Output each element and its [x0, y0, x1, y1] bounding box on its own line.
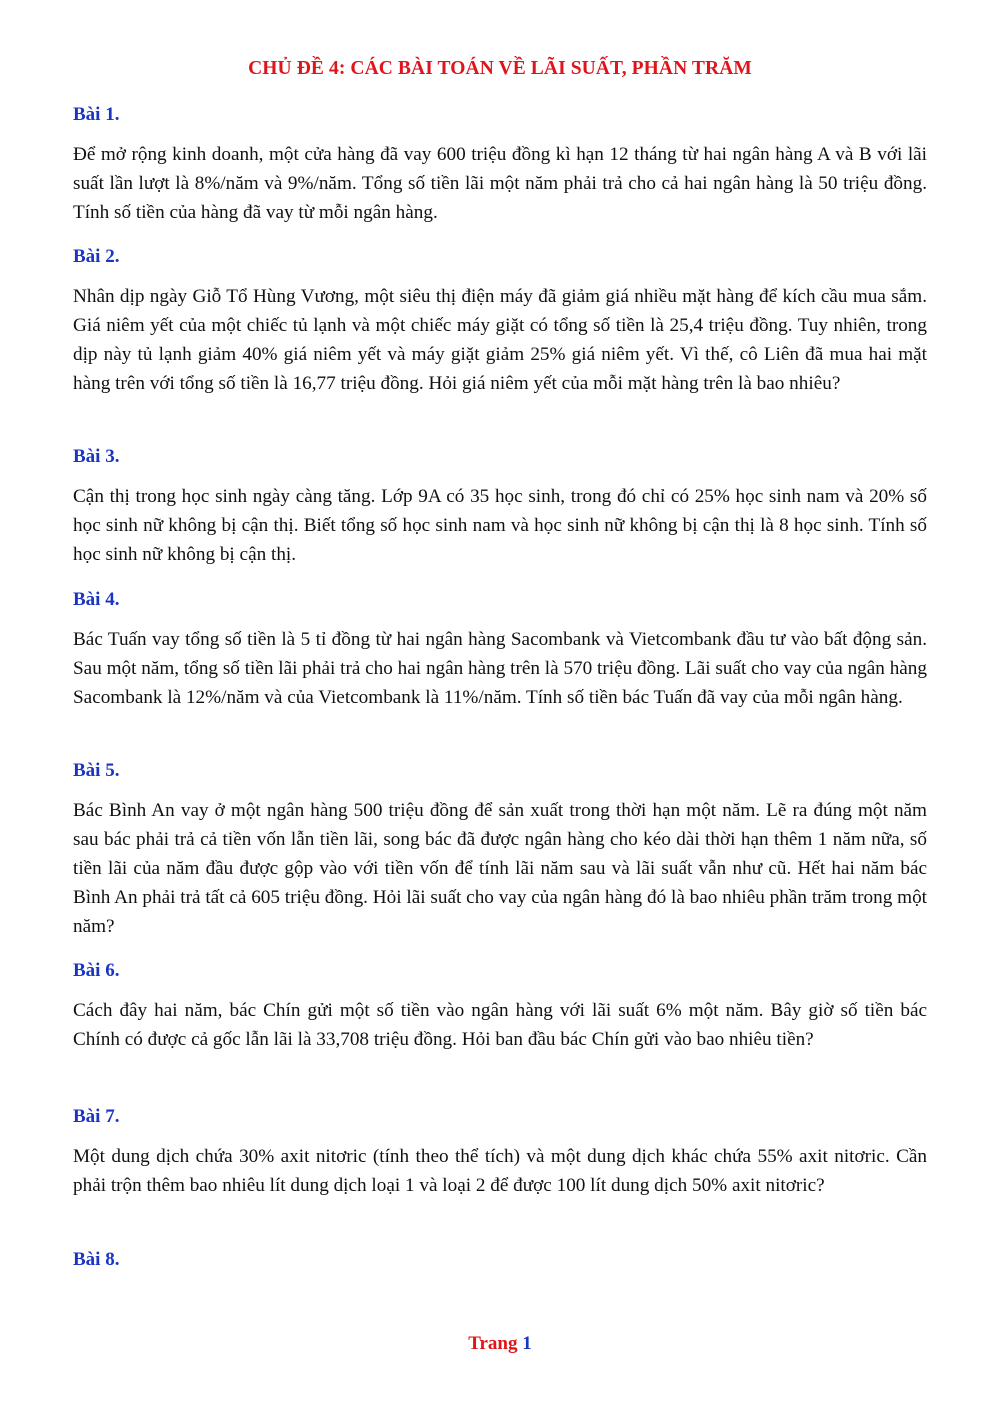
problem-7: [73, 1103, 927, 1201]
page-number: 1: [522, 1333, 532, 1354]
problem-heading: Bài 1.: [73, 104, 120, 125]
problem-6: [73, 957, 927, 1055]
page-footer: [0, 1333, 1000, 1355]
problem-text: Để mở rộng kinh doanh, một cửa hàng đã vay 600 triệu đồng kì hạn 12 tháng từ hai ngân hàng A và B với lãi suất lần lượt là 8%/năm và 9%/năm. Tổng số tiền lãi một năm phải trả cho cả hai ngân hàng là 50 triệu đồng. Tính số tiền của hàng đã vay từ mỗi ngân hàng.: [73, 144, 927, 223]
problem-heading: Bài 2.: [73, 246, 120, 267]
problem-text: Cận thị trong học sinh ngày càng tăng. Lớp 9A có 35 học sinh, trong đó chỉ có 25% học sinh nam và 20% số học sinh nữ không bị cận thị. Biết tổng số học sinh nam và học sinh nữ không bị cận thị là 8 học sinh. Tính số học sinh nữ không bị cận thị.: [73, 486, 927, 565]
problem-text: Bác Tuấn vay tổng số tiền là 5 tỉ đồng từ hai ngân hàng Sacombank và Vietcombank đầu tư vào bất động sản. Sau một năm, tổng số tiền lãi phải trả cho hai ngân hàng trên là 570 triệu đồng. Lãi suất cho vay của ngân hàng Sacombank là 12%/năm và của Vietcombank là 11%/năm. Tính số tiền bác Tuấn đã vay của mỗi ngân hàng.: [73, 629, 927, 708]
problem-heading: Bài 7.: [73, 1106, 120, 1127]
problem-heading: Bài 6.: [73, 960, 120, 981]
problem-text: Cách đây hai năm, bác Chín gửi một số tiền vào ngân hàng với lãi suất 6% một năm. Bây giờ số tiền bác Chính có được cả gốc lẫn lãi là 33,708 triệu đồng. Hỏi ban đầu bác Chín gửi vào bao nhiêu tiền?: [73, 1000, 927, 1050]
problem-heading: Bài 3.: [73, 446, 120, 467]
problem-text: Một dung dịch chứa 30% axit nitơric (tính theo thể tích) và một dung dịch khác chứa 55% axit nitơric. Cần phải trộn thêm bao nhiêu lít dung dịch loại 1 và loại 2 để được 100 lít dung dịch 50% axit nitơric?: [73, 1146, 927, 1196]
problem-8: [73, 1246, 927, 1274]
problem-5: [73, 757, 927, 942]
problem-heading: Bài 5.: [73, 760, 120, 781]
problem-3: [73, 443, 927, 570]
page-label: Trang: [468, 1333, 518, 1354]
problem-heading: Bài 8.: [73, 1249, 120, 1270]
problem-text: Bác Bình An vay ở một ngân hàng 500 triệu đồng để sản xuất trong thời hạn một năm. Lẽ ra đúng một năm sau bác phải trả cả tiền vốn lẫn tiền lãi, song bác đã được ngân hàng cho kéo dài thời hạn thêm 1 năm nữa, số tiền lãi của năm đầu được gộp vào với tiền vốn để tính lãi năm sau và lãi suất vẫn như cũ. Hết hai năm bác Bình An phải trả tất cả 605 triệu đồng. Hỏi lãi suất cho vay của ngân hàng đó là bao nhiêu phần trăm trong một năm?: [73, 800, 927, 937]
problem-text: Nhân dịp ngày Giỗ Tổ Hùng Vương, một siêu thị điện máy đã giảm giá nhiều mặt hàng để kích cầu mua sắm. Giá niêm yết của một chiếc tủ lạnh và một chiếc máy giặt có tổng số tiền là 25,4 triệu đồng. Tuy nhiên, trong dịp này tủ lạnh giảm 40% giá niêm yết và máy giặt giảm 25% giá niêm yết. Vì thế, cô Liên đã mua hai mặt hàng trên với tổng số tiền là 16,77 triệu đồng. Hỏi giá niêm yết của mỗi mặt hàng trên là bao nhiêu?: [73, 286, 927, 394]
problem-1: [73, 101, 927, 228]
problem-2: [73, 243, 927, 399]
problem-4: [73, 586, 927, 713]
page-title: CHỦ ĐỀ 4: CÁC BÀI TOÁN VỀ LÃI SUẤT, PHẦN TRĂM: [248, 58, 752, 79]
problem-heading: Bài 4.: [73, 589, 120, 610]
